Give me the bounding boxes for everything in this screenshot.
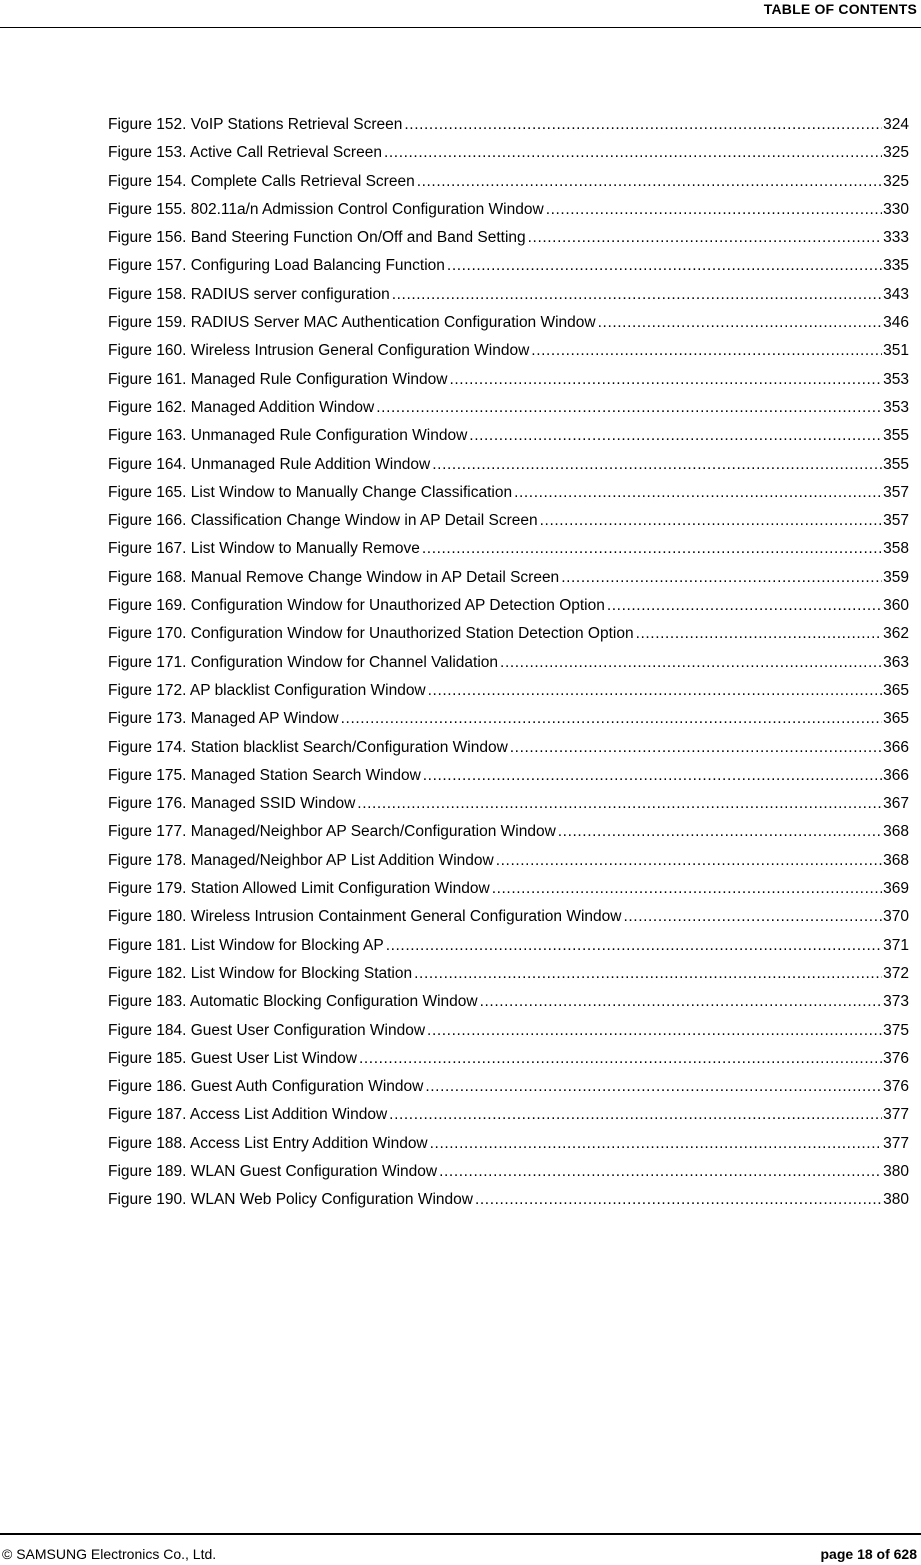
toc-entry-page-number: 362 (883, 625, 909, 643)
toc-entry-page-number: 365 (883, 710, 909, 728)
toc-dot-leader (428, 681, 882, 701)
toc-entry-page-number: 370 (883, 908, 909, 926)
toc-entry[interactable] (108, 172, 909, 200)
toc-entry[interactable] (108, 398, 909, 426)
toc-entry-label: Figure 169. Configuration Window for Unauthorized AP Detection Option (108, 597, 605, 615)
toc-entry[interactable] (108, 1134, 909, 1162)
toc-entry-label: Figure 180. Wireless Intrusion Containment General Configuration Window (108, 908, 622, 926)
toc-entry-page-number: 375 (883, 1021, 909, 1039)
toc-entry-page-number: 324 (883, 116, 909, 133)
toc-entry-label: Figure 152. VoIP Stations Retrieval Screen (108, 116, 403, 133)
toc-entry-label: Figure 168. Manual Remove Change Window in AP Detail Screen (108, 568, 560, 586)
toc-entry-page-number: 325 (883, 144, 909, 162)
toc-entry-label: Figure 165. List Window to Manually Change Classification (108, 483, 513, 501)
toc-entry-page-number: 377 (883, 1134, 909, 1152)
toc-entry[interactable] (108, 313, 909, 341)
toc-dot-leader (341, 709, 882, 729)
toc-entry[interactable] (108, 370, 909, 398)
toc-entry[interactable] (108, 1021, 909, 1049)
toc-entry-label: Figure 186. Guest Auth Configuration Window (108, 1078, 424, 1096)
toc-entry[interactable] (108, 1190, 909, 1218)
toc-dot-leader (496, 851, 882, 871)
page-header-title: TABLE OF CONTENTS (763, 1, 917, 17)
toc-entry[interactable] (108, 143, 909, 171)
toc-entry-label: Figure 156. Band Steering Function On/Off and Band Setting (108, 229, 526, 247)
toc-dot-leader (422, 539, 882, 559)
toc-dot-leader (432, 455, 882, 475)
table-of-contents-list (108, 115, 909, 1219)
toc-entry[interactable] (108, 568, 909, 596)
toc-entry-label: Figure 158. RADIUS server configuration (108, 285, 390, 303)
toc-dot-leader (546, 200, 882, 220)
toc-dot-leader (636, 624, 883, 644)
toc-dot-leader (480, 992, 883, 1012)
toc-entry[interactable] (108, 1105, 909, 1133)
toc-dot-leader (492, 879, 882, 899)
toc-entry-label: Figure 179. Station Allowed Limit Configuration Window (108, 880, 490, 898)
header-divider (0, 27, 921, 28)
footer-page-number: page 18 of 628 (820, 1546, 917, 1562)
toc-entry-label: Figure 173. Managed AP Window (108, 710, 339, 728)
toc-entry[interactable] (108, 907, 909, 935)
toc-dot-leader (430, 1134, 882, 1154)
toc-entry-page-number: 359 (883, 568, 909, 586)
toc-dot-leader (469, 426, 882, 446)
toc-entry-label: Figure 161. Managed Rule Configuration Window (108, 370, 448, 388)
toc-entry-page-number: 351 (883, 342, 909, 360)
footer-copyright: © SAMSUNG Electronics Co., Ltd. (2, 1546, 217, 1562)
toc-entry-label: Figure 174. Station blacklist Search/Configuration Window (108, 738, 508, 756)
toc-entry-label: Figure 153. Active Call Retrieval Screen (108, 144, 382, 162)
toc-entry-label: Figure 171. Configuration Window for Channel Validation (108, 653, 499, 671)
toc-dot-leader (439, 1162, 882, 1182)
toc-dot-leader (447, 256, 882, 276)
toc-entry[interactable] (108, 936, 909, 964)
toc-entry-page-number: 355 (883, 427, 909, 445)
toc-entry-page-number: 357 (883, 483, 909, 501)
toc-entry-label: Figure 182. List Window for Blocking Station (108, 964, 413, 982)
toc-entry-page-number: 376 (883, 1078, 909, 1096)
toc-dot-leader (423, 766, 882, 786)
toc-entry-label: Figure 178. Managed/Neighbor AP List Addition Window (108, 851, 494, 869)
footer-divider (0, 1533, 921, 1535)
toc-entry-label: Figure 159. RADIUS Server MAC Authentication Configuration Window (108, 314, 596, 332)
toc-entry[interactable] (108, 681, 909, 709)
toc-entry-page-number: 325 (883, 172, 909, 190)
toc-entry[interactable] (108, 822, 909, 850)
toc-entry[interactable] (108, 738, 909, 766)
toc-entry-page-number: 371 (883, 936, 909, 954)
toc-entry[interactable] (108, 992, 909, 1020)
toc-entry-label: Figure 167. List Window to Manually Remove (108, 540, 420, 558)
toc-entry-label: Figure 187. Access List Addition Window (108, 1106, 388, 1124)
toc-dot-leader (386, 936, 882, 956)
toc-entry[interactable] (108, 1077, 909, 1105)
toc-entry-page-number: 346 (883, 314, 909, 332)
toc-dot-leader (427, 1021, 882, 1041)
toc-dot-leader (359, 1049, 882, 1069)
toc-entry-page-number: 355 (883, 455, 909, 473)
toc-entry-label: Figure 166. Classification Change Window in AP Detail Screen (108, 512, 538, 530)
toc-entry-label: Figure 188. Access List Entry Addition Window (108, 1134, 428, 1152)
toc-entry-label: Figure 170. Configuration Window for Unauthorized Station Detection Option (108, 625, 634, 643)
toc-dot-leader (510, 738, 882, 758)
toc-entry[interactable] (108, 426, 909, 454)
toc-dot-leader (598, 313, 883, 333)
toc-dot-leader (528, 228, 883, 248)
toc-entry-label: Figure 163. Unmanaged Rule Configuration Window (108, 427, 468, 445)
toc-dot-leader (514, 483, 882, 503)
toc-entry-page-number: 365 (883, 681, 909, 699)
toc-entry-page-number: 372 (883, 964, 909, 982)
toc-entry-page-number: 368 (883, 823, 909, 841)
toc-dot-leader (607, 596, 882, 616)
toc-entry-page-number: 373 (883, 993, 909, 1011)
toc-entry-page-number: 357 (883, 512, 909, 530)
toc-entry-page-number: 333 (883, 229, 909, 247)
toc-entry-page-number: 366 (883, 766, 909, 784)
toc-dot-leader (475, 1190, 882, 1210)
toc-entry[interactable] (108, 115, 909, 143)
toc-dot-leader (404, 115, 882, 135)
toc-dot-leader (623, 907, 882, 927)
toc-entry-page-number: 353 (883, 370, 909, 388)
toc-entry-label: Figure 175. Managed Station Search Window (108, 766, 421, 784)
toc-dot-leader (414, 964, 882, 984)
toc-entry-page-number: 363 (883, 653, 909, 671)
toc-dot-leader (540, 511, 882, 531)
toc-entry-page-number: 353 (883, 398, 909, 416)
toc-entry-label: Figure 154. Complete Calls Retrieval Screen (108, 172, 415, 190)
toc-entry[interactable] (108, 596, 909, 624)
toc-entry-label: Figure 157. Configuring Load Balancing Function (108, 257, 445, 275)
toc-entry[interactable] (108, 964, 909, 992)
toc-dot-leader (500, 653, 882, 673)
toc-entry-page-number: 366 (883, 738, 909, 756)
toc-entry-page-number: 343 (883, 285, 909, 303)
toc-entry-label: Figure 181. List Window for Blocking AP (108, 936, 384, 954)
toc-dot-leader (357, 794, 882, 814)
toc-dot-leader (417, 172, 882, 192)
toc-entry-page-number: 376 (883, 1049, 909, 1067)
toc-dot-leader (425, 1077, 882, 1097)
toc-entry[interactable] (108, 766, 909, 794)
toc-dot-leader (389, 1105, 882, 1125)
toc-dot-leader (531, 341, 882, 361)
toc-entry-label: Figure 164. Unmanaged Rule Addition Window (108, 455, 431, 473)
toc-entry-label: Figure 176. Managed SSID Window (108, 795, 356, 813)
toc-entry[interactable] (108, 1049, 909, 1077)
toc-entry[interactable] (108, 228, 909, 256)
toc-entry-page-number: 360 (883, 597, 909, 615)
toc-entry-label: Figure 183. Automatic Blocking Configuration Window (108, 993, 478, 1011)
toc-entry[interactable] (108, 511, 909, 539)
toc-entry-page-number: 358 (883, 540, 909, 558)
toc-entry-page-number: 380 (883, 1162, 909, 1180)
toc-entry[interactable] (108, 851, 909, 879)
toc-entry-page-number: 369 (883, 880, 909, 898)
toc-entry-page-number: 377 (883, 1106, 909, 1124)
toc-entry[interactable] (108, 341, 909, 369)
toc-entry[interactable] (108, 1162, 909, 1190)
toc-entry[interactable] (108, 709, 909, 737)
toc-entry[interactable] (108, 794, 909, 822)
toc-dot-leader (384, 143, 882, 163)
toc-dot-leader (561, 568, 882, 588)
toc-entry[interactable] (108, 200, 909, 228)
toc-entry-label: Figure 162. Managed Addition Window (108, 398, 375, 416)
toc-entry-label: Figure 177. Managed/Neighbor AP Search/Configuration Window (108, 823, 556, 841)
toc-entry-label: Figure 189. WLAN Guest Configuration Window (108, 1162, 438, 1180)
toc-dot-leader (392, 285, 882, 305)
toc-entry[interactable] (108, 624, 909, 652)
toc-entry-page-number: 368 (883, 851, 909, 869)
toc-entry[interactable] (108, 455, 909, 483)
toc-entry-label: Figure 160. Wireless Intrusion General Configuration Window (108, 342, 530, 360)
toc-dot-leader (376, 398, 882, 418)
toc-entry[interactable] (108, 483, 909, 511)
toc-entry-page-number: 335 (883, 257, 909, 275)
toc-entry-page-number: 367 (883, 795, 909, 813)
toc-entry[interactable] (108, 653, 909, 681)
toc-entry[interactable] (108, 879, 909, 907)
toc-dot-leader (558, 822, 882, 842)
toc-dot-leader (449, 370, 882, 390)
toc-entry-label: Figure 190. WLAN Web Policy Configuration Window (108, 1191, 473, 1209)
toc-entry-label: Figure 184. Guest User Configuration Window (108, 1021, 426, 1039)
toc-entry-label: Figure 155. 802.11a/n Admission Control Configuration Window (108, 200, 544, 218)
toc-entry[interactable] (108, 256, 909, 284)
toc-entry-label: Figure 172. AP blacklist Configuration Window (108, 681, 426, 699)
toc-entry-page-number: 330 (883, 200, 909, 218)
toc-entry-label: Figure 185. Guest User List Window (108, 1049, 357, 1067)
toc-entry-page-number: 380 (883, 1191, 909, 1209)
toc-entry[interactable] (108, 285, 909, 313)
toc-entry[interactable] (108, 539, 909, 567)
